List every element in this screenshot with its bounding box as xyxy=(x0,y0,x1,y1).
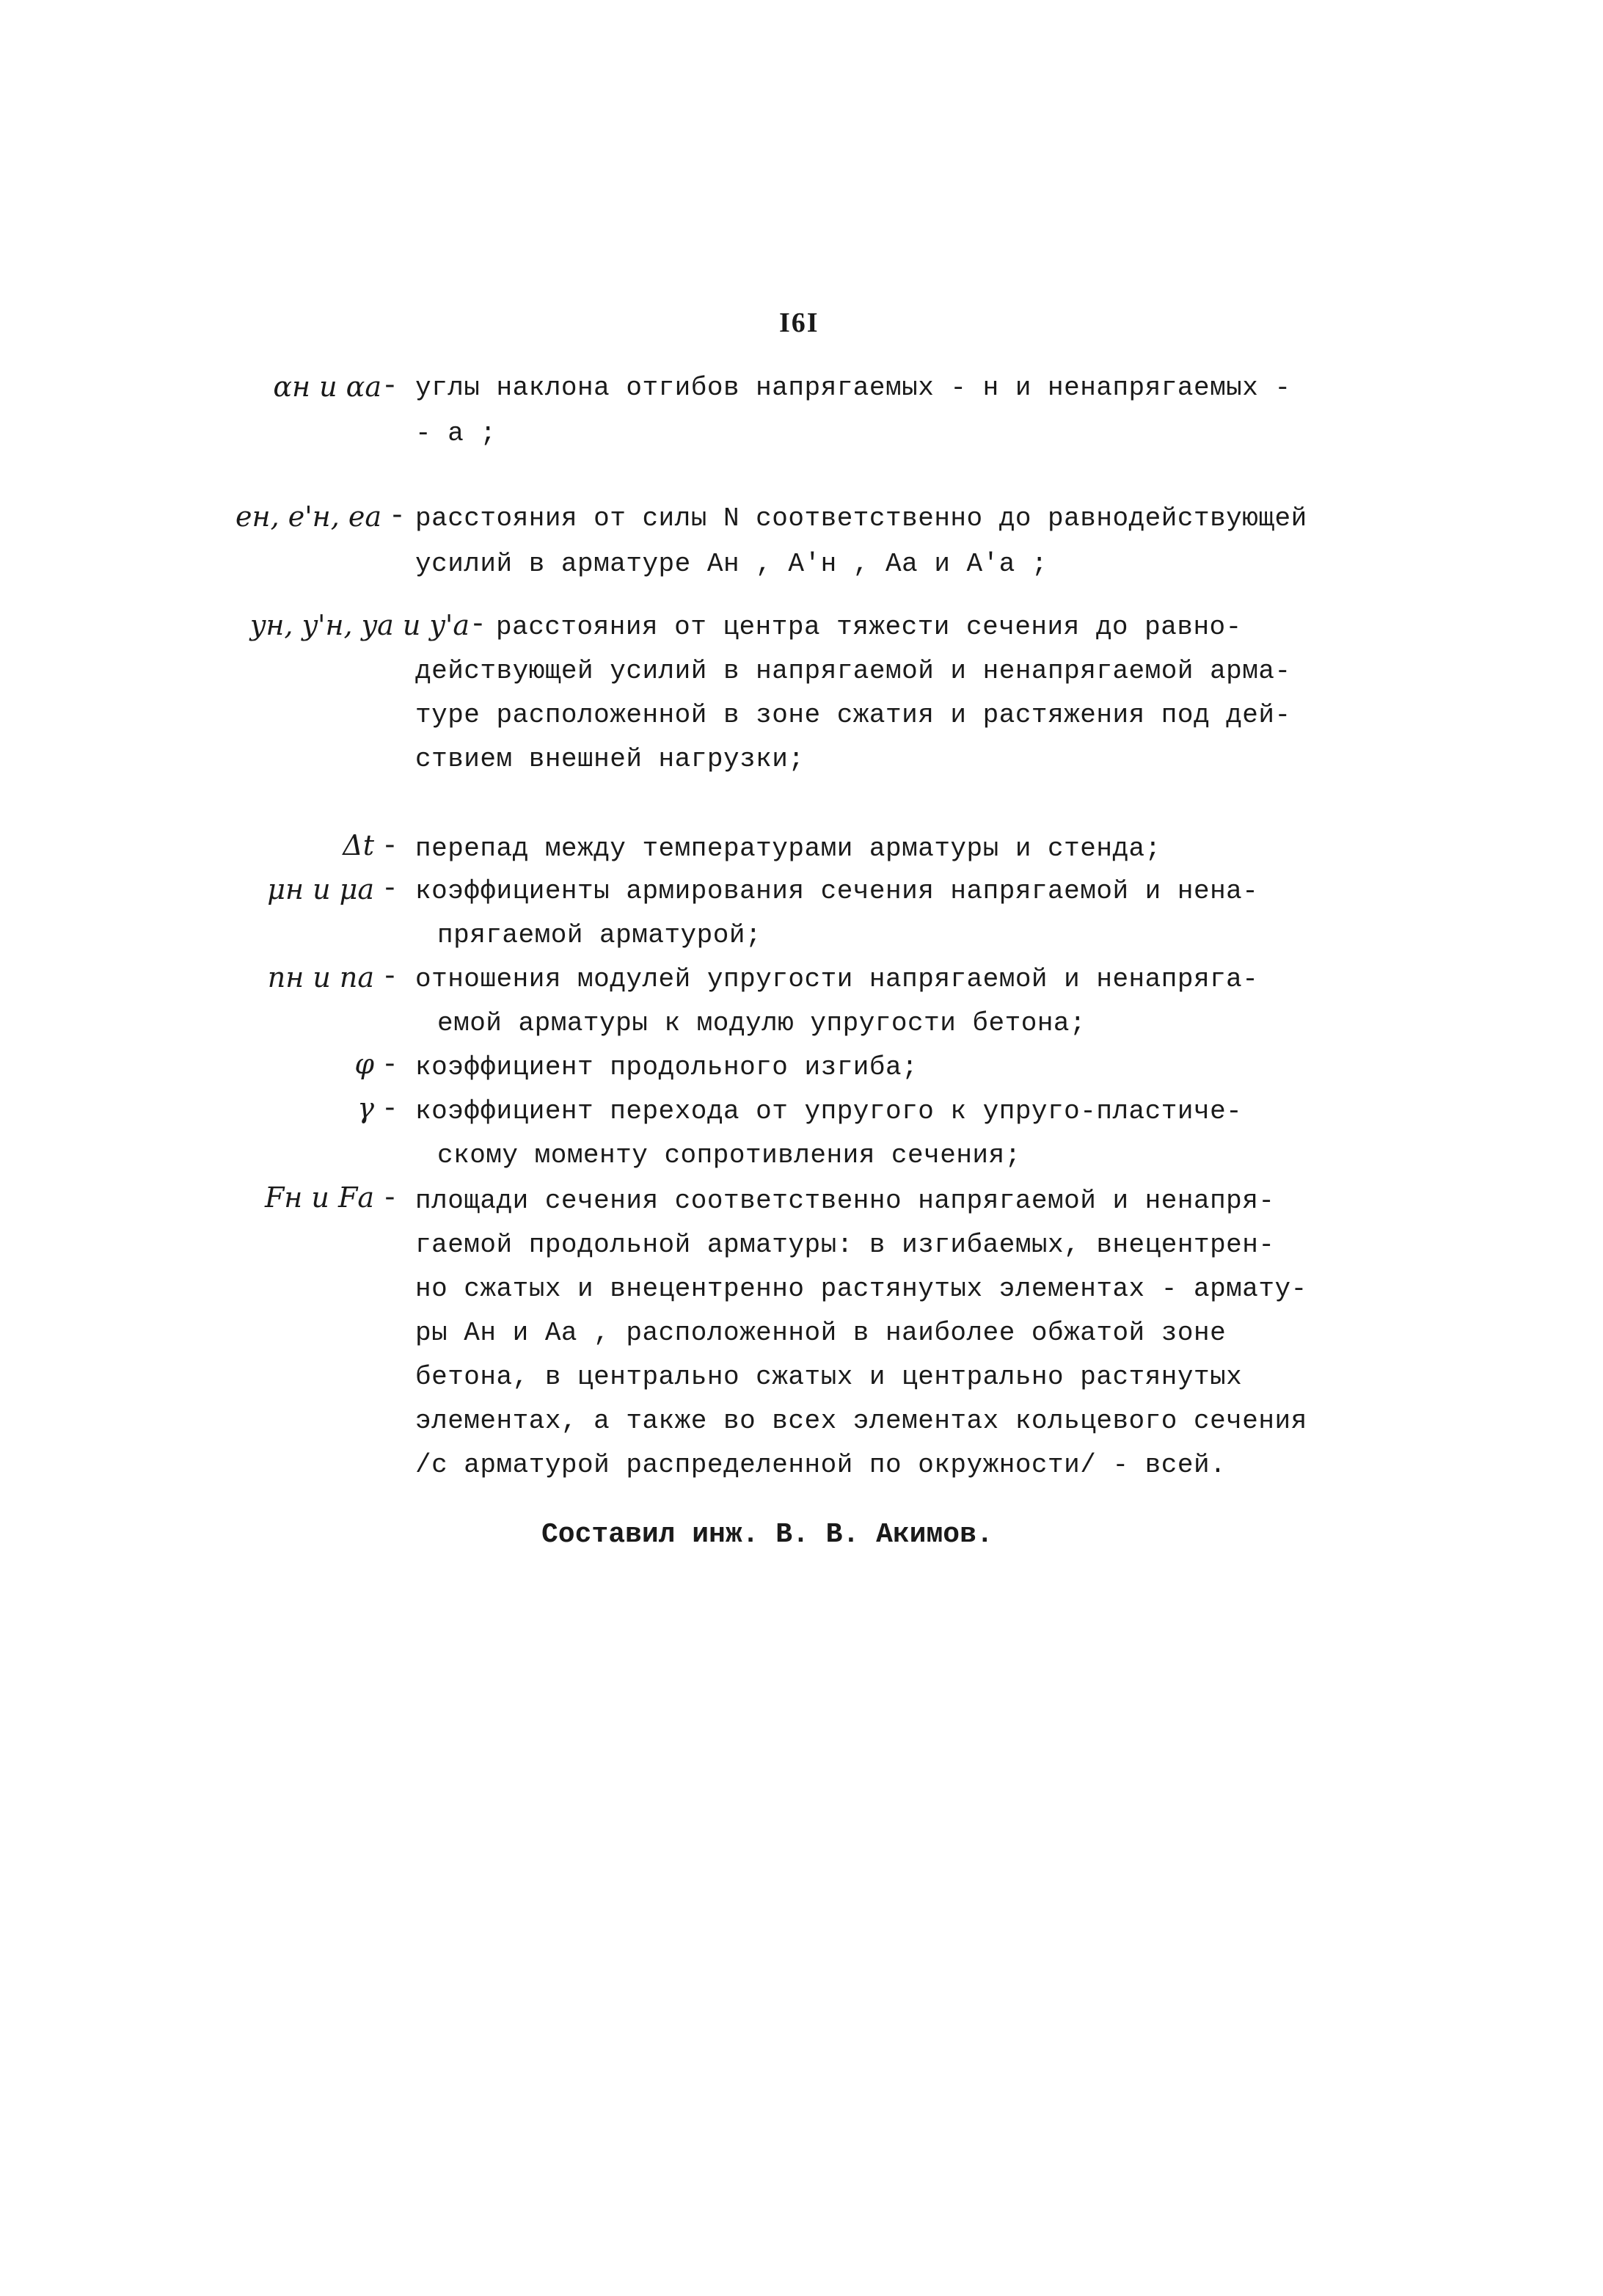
entry-line: коэффициент продольного изгиба; xyxy=(415,1052,919,1082)
entry-line: ствием внешней нагрузки; xyxy=(415,744,805,774)
entry-symbol: μн и μа xyxy=(267,873,374,905)
entry-symbol: nн и nа xyxy=(267,961,374,994)
entry-line: - а ; xyxy=(415,418,497,448)
entry-symbol: αн и αа xyxy=(273,371,381,403)
entry-line: перепад между температурами арматуры и стенда; xyxy=(415,834,1161,864)
entry-symbol: φ xyxy=(354,1048,374,1080)
entry-dash: - xyxy=(381,1093,398,1125)
entry-line: отношения модулей упругости напрягаемой и ненапряга- xyxy=(415,964,1259,994)
entry-line: но сжатых и внецентренно растянутых элементах - армату- xyxy=(415,1274,1307,1304)
entry-line: гаемой продольной арматуры: в изгибаемых, внецентрен- xyxy=(415,1230,1275,1260)
entry-line: действующей усилий в напрягаемой и ненапрягаемой арма- xyxy=(415,656,1291,686)
entry-line: расстояния от центра тяжести сечения до равно- xyxy=(496,612,1242,642)
entry-dash: - xyxy=(381,1049,398,1081)
entry-symbol: Δt xyxy=(343,829,374,861)
page-number: I6I xyxy=(779,307,819,338)
entry-line: элементах, а также во всех элементах кольцевого сечения xyxy=(415,1406,1307,1436)
entry-dash: - xyxy=(470,609,486,641)
entry-dash: - xyxy=(381,961,398,993)
entry-dash: - xyxy=(389,500,406,532)
entry-symbol: Fн и Fа xyxy=(264,1181,374,1214)
entry-symbol: yн, y'н, yа и y'а xyxy=(249,609,470,641)
entry-line: скому моменту сопротивления сечения; xyxy=(437,1140,1021,1170)
entry-line: емой арматуры к модулю упругости бетона; xyxy=(437,1008,1087,1038)
entry-line: ры Aн и Aа , расположенной в наиболее обжатой зоне xyxy=(415,1318,1227,1348)
entry-line: прягаемой арматурой; xyxy=(437,920,762,950)
entry-dash: - xyxy=(381,371,398,402)
author-signature: Составил инж. В. В. Акимов. xyxy=(541,1519,993,1550)
entry-dash: - xyxy=(381,831,398,862)
entry-dash: - xyxy=(381,873,398,905)
entry-line: расстояния от силы N соответственно до равнодействующей xyxy=(415,503,1307,533)
entry-line: /с арматурой распределенной по окружности/ - всей. xyxy=(415,1450,1227,1480)
entry-line: усилий в арматуре Aн , A'н , Aа и A'а ; xyxy=(415,549,1048,579)
entry-symbol: eн, e'н, eа xyxy=(235,500,381,533)
entry-symbol: γ xyxy=(357,1092,374,1124)
entry-line: бетона, в центрально сжатых и центрально растянутых xyxy=(415,1362,1243,1392)
entry-line: углы наклона отгибов напрягаемых - н и ненапрягаемых - xyxy=(415,373,1291,403)
entry-dash: - xyxy=(381,1183,398,1214)
entry-line: коэффициент перехода от упругого к упруго-пластиче- xyxy=(415,1096,1243,1126)
entry-line: коэффициенты армирования сечения напрягаемой и нена- xyxy=(415,876,1259,906)
entry-line: площади сечения соответственно напрягаемой и ненапря- xyxy=(415,1186,1275,1216)
entry-line: туре расположенной в зоне сжатия и растяжения под дей- xyxy=(415,700,1291,730)
